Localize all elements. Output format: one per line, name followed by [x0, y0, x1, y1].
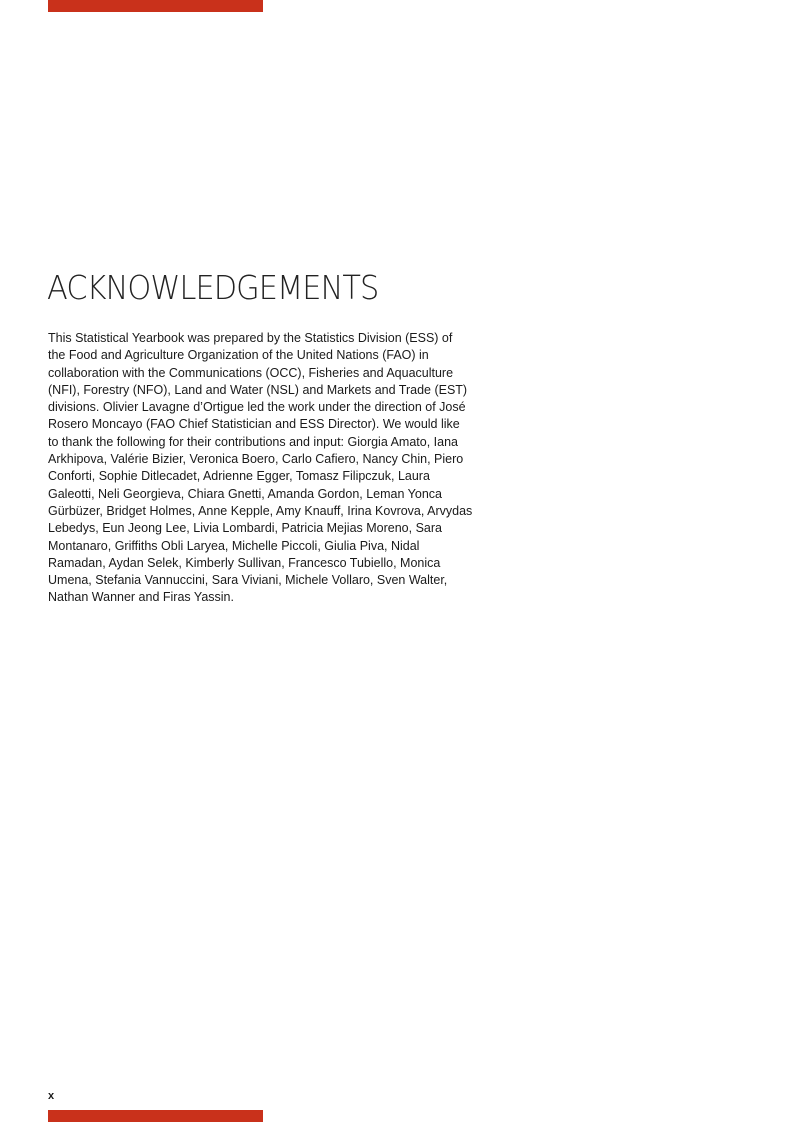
page-title: ACKNOWLEDGEMENTS: [47, 268, 379, 307]
acknowledgements-paragraph: This Statistical Yearbook was prepared by the Statistics Division (ESS) of the Food and Agriculture Organization of the United Nations (FAO) in collaboration with the Communications (OCC), Fisheries and Aquaculture (NFI), Forestry (NFO), Land and Water (NSL) and Markets and Trade (EST) divisions. Olivier Lavagne d’Ortigue led the work under the direction of José Rosero Moncayo (FAO Chief Statistician and ESS Director). We would like to thank the following for their contributions and input: Giorgia Amato, Iana Arkhipova, Valérie Bizier, Veronica Boero, Carlo Cafiero, Nancy Chin, Piero Conforti, Sophie Ditlecadet, Adrienne Egger, Tomasz Filipczuk, Laura Galeotti, Neli Georgieva, Chiara Gnetti, Amanda Gordon, Leman Yonca Gürbüzer, Bridget Holmes, Anne Kepple, Amy Knauff, Irina Kovrova, Arvydas Lebedys, Eun Jeong Lee, Livia Lombardi, Patricia Mejias Moreno, Sara Montanaro, Griffiths Obli Laryea, Michelle Piccoli, Giulia Piva, Nidal Ramadan, Aydan Selek, Kimberly Sullivan, Francesco Tubiello, Monica Umena, Stefania Vannuccini, Sara Viviani, Michele Vollaro, Sven Walter, Nathan Wanner and Firas Yassin.: [48, 331, 473, 605]
bottom-accent-bar: [48, 1110, 263, 1122]
page-number: x: [48, 1090, 55, 1102]
top-accent-bar: [48, 0, 263, 12]
